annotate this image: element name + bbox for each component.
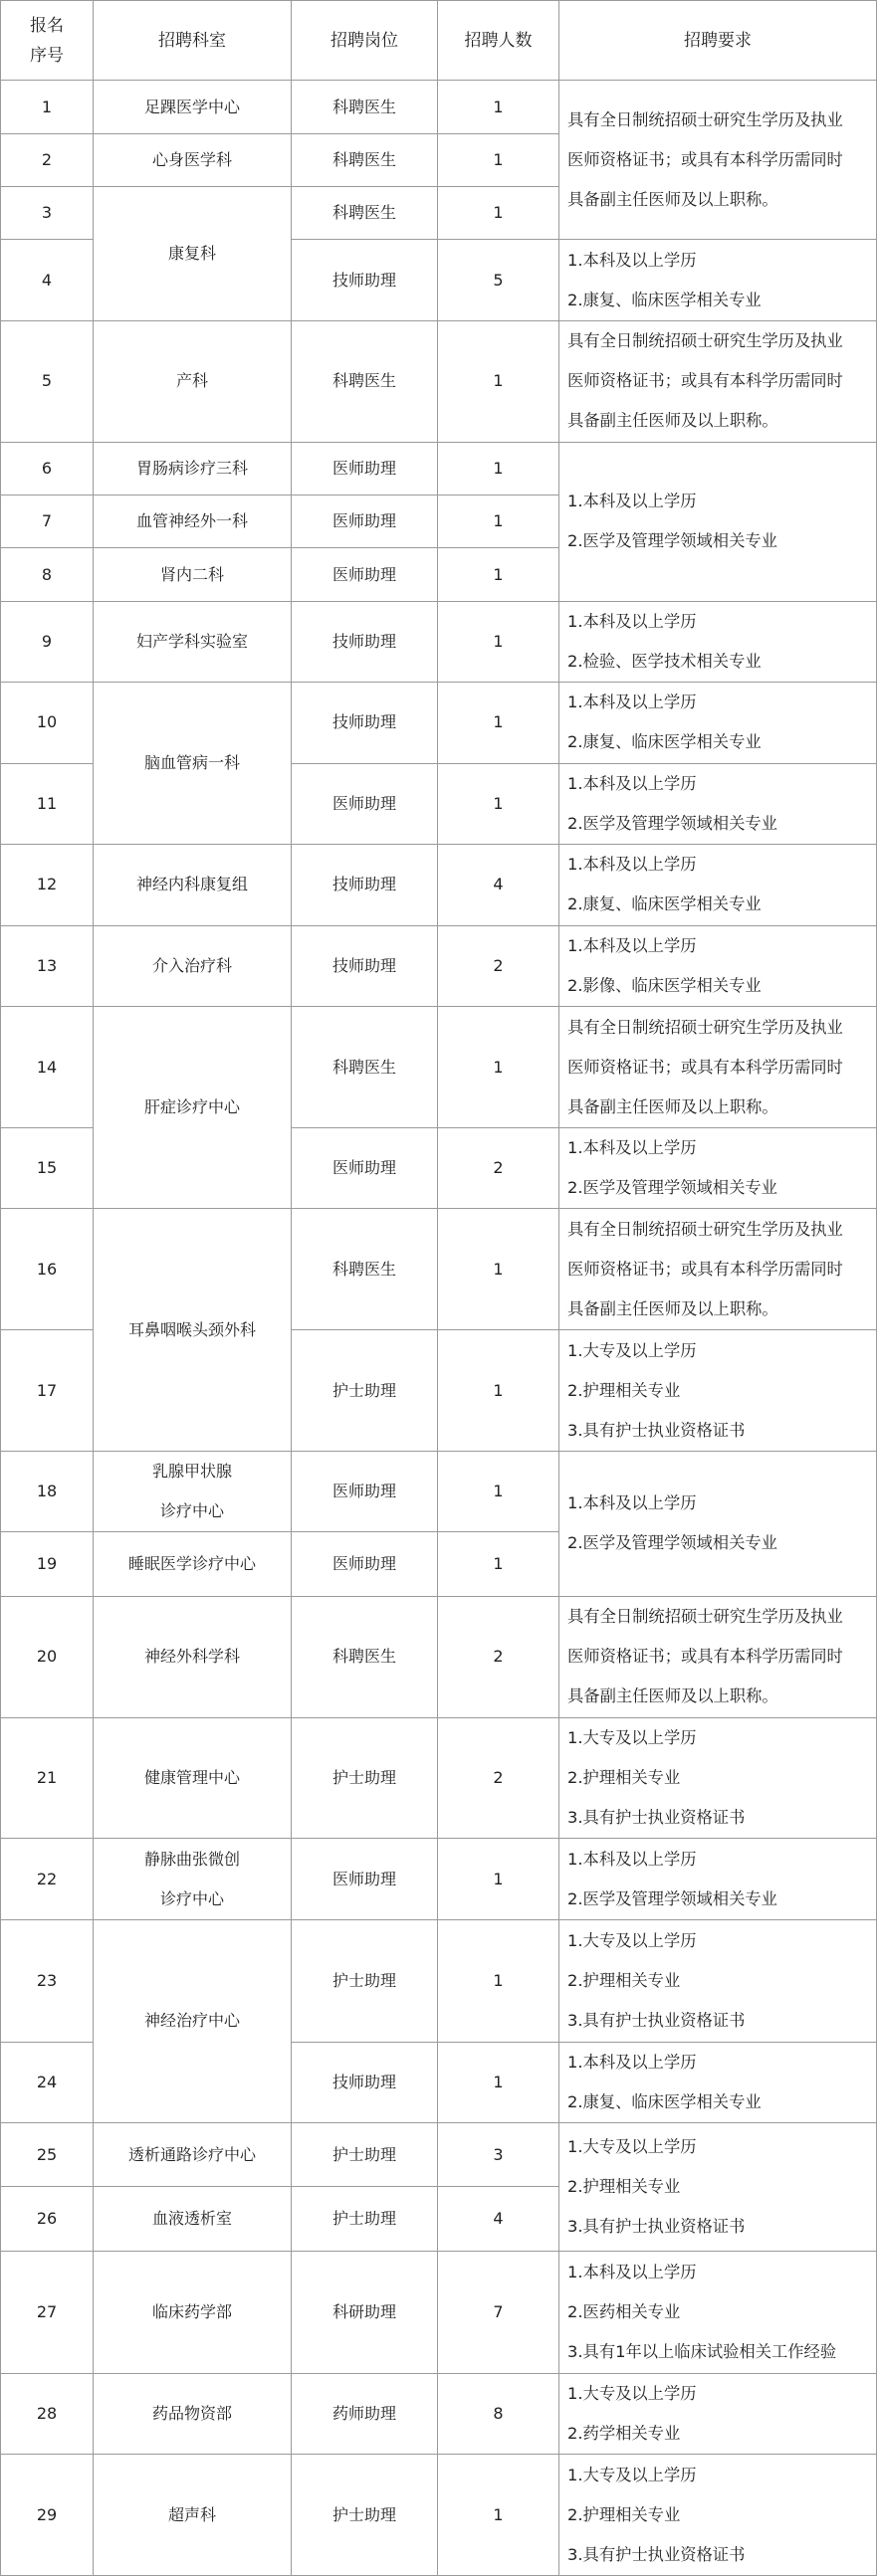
headcount: 1 bbox=[438, 763, 559, 845]
headcount: 8 bbox=[438, 2373, 559, 2455]
requirement: 具有全日制统招硕士研究生学历及执业 医师资格证书；或具有本科学历需同时 具备副主任医师及以上职称。 bbox=[559, 81, 877, 240]
headcount: 1 bbox=[438, 2042, 559, 2123]
headcount: 1 bbox=[438, 2455, 559, 2576]
headcount: 1 bbox=[438, 1451, 559, 1532]
position: 科聘医生 bbox=[292, 187, 438, 240]
requirement: 1.本科及以上学历 2.康复、临床医学相关专业 bbox=[559, 240, 877, 321]
table-row bbox=[1, 845, 877, 926]
requirement: 1.大专及以上学历 2.护理相关专业 3.具有护士执业资格证书 bbox=[559, 1330, 877, 1452]
table-header-row bbox=[1, 1, 877, 81]
row-number: 23 bbox=[1, 1919, 94, 2042]
row-number: 9 bbox=[1, 601, 94, 683]
department: 睡眠医学诊疗中心 bbox=[94, 1532, 292, 1596]
department: 介入治疗科 bbox=[94, 925, 292, 1007]
headcount: 2 bbox=[438, 1596, 559, 1717]
row-number: 3 bbox=[1, 187, 94, 240]
requirement: 1.大专及以上学历 2.护理相关专业 3.具有护士执业资格证书 bbox=[559, 2123, 877, 2252]
row-number: 16 bbox=[1, 1209, 94, 1330]
table-row bbox=[1, 1209, 877, 1330]
position: 科聘医生 bbox=[292, 320, 438, 442]
header-department: 招聘科室 bbox=[94, 1, 292, 81]
requirement: 1.大专及以上学历 2.护理相关专业 3.具有护士执业资格证书 bbox=[559, 2455, 877, 2576]
requirement: 1.本科及以上学历 2.影像、临床医学相关专业 bbox=[559, 925, 877, 1007]
requirement: 具有全日制统招硕士研究生学历及执业 医师资格证书；或具有本科学历需同时 具备副主任医师及以上职称。 bbox=[559, 1007, 877, 1128]
row-number: 12 bbox=[1, 845, 94, 926]
department: 静脉曲张微创 诊疗中心 bbox=[94, 1839, 292, 1920]
requirement: 具有全日制统招硕士研究生学历及执业 医师资格证书；或具有本科学历需同时 具备副主任医师及以上职称。 bbox=[559, 1209, 877, 1330]
headcount: 1 bbox=[438, 1839, 559, 1920]
table-row bbox=[1, 1717, 877, 1839]
headcount: 1 bbox=[438, 548, 559, 601]
headcount: 1 bbox=[438, 1532, 559, 1596]
headcount: 4 bbox=[438, 2187, 559, 2251]
headcount: 3 bbox=[438, 2123, 559, 2187]
row-number: 24 bbox=[1, 2042, 94, 2123]
headcount: 1 bbox=[438, 442, 559, 495]
position: 医师助理 bbox=[292, 763, 438, 845]
department: 药品物资部 bbox=[94, 2373, 292, 2455]
department: 超声科 bbox=[94, 2455, 292, 2576]
row-number: 21 bbox=[1, 1717, 94, 1839]
department: 肾内二科 bbox=[94, 548, 292, 601]
position: 医师助理 bbox=[292, 442, 438, 495]
department: 血管神经外一科 bbox=[94, 495, 292, 548]
requirement: 1.本科及以上学历 2.康复、临床医学相关专业 bbox=[559, 2042, 877, 2123]
department: 胃肠病诊疗三科 bbox=[94, 442, 292, 495]
headcount: 1 bbox=[438, 495, 559, 548]
table-row bbox=[1, 1451, 877, 1532]
row-number: 14 bbox=[1, 1007, 94, 1128]
row-number: 29 bbox=[1, 2455, 94, 2576]
table-row bbox=[1, 1919, 877, 2042]
position: 医师助理 bbox=[292, 1127, 438, 1209]
position: 医师助理 bbox=[292, 1839, 438, 1920]
headcount: 1 bbox=[438, 683, 559, 764]
position: 科聘医生 bbox=[292, 133, 438, 186]
header-requirement: 招聘要求 bbox=[559, 1, 877, 81]
position: 科研助理 bbox=[292, 2251, 438, 2373]
requirement: 1.本科及以上学历 2.医学及管理学领域相关专业 bbox=[559, 763, 877, 845]
requirement: 1.本科及以上学历 2.康复、临床医学相关专业 bbox=[559, 683, 877, 764]
table-row bbox=[1, 81, 877, 133]
table-row bbox=[1, 442, 877, 495]
row-number: 27 bbox=[1, 2251, 94, 2373]
requirement: 1.本科及以上学历 2.医学及管理学领域相关专业 bbox=[559, 1127, 877, 1209]
position: 医师助理 bbox=[292, 1532, 438, 1596]
department: 血液透析室 bbox=[94, 2187, 292, 2251]
table-row bbox=[1, 2455, 877, 2576]
requirement: 1.本科及以上学历 2.医学及管理学领域相关专业 bbox=[559, 1451, 877, 1596]
table-row bbox=[1, 2123, 877, 2187]
department: 神经治疗中心 bbox=[94, 1919, 292, 2122]
headcount: 1 bbox=[438, 1919, 559, 2042]
department: 临床药学部 bbox=[94, 2251, 292, 2373]
row-number: 5 bbox=[1, 320, 94, 442]
headcount: 1 bbox=[438, 1330, 559, 1452]
headcount: 2 bbox=[438, 1717, 559, 1839]
position: 医师助理 bbox=[292, 548, 438, 601]
position: 科聘医生 bbox=[292, 1596, 438, 1717]
row-number: 7 bbox=[1, 495, 94, 548]
table-row bbox=[1, 1007, 877, 1128]
row-number: 25 bbox=[1, 2123, 94, 2187]
row-number: 26 bbox=[1, 2187, 94, 2251]
position: 科聘医生 bbox=[292, 1209, 438, 1330]
department: 神经内科康复组 bbox=[94, 845, 292, 926]
department: 脑血管病一科 bbox=[94, 683, 292, 845]
requirement: 1.本科及以上学历 2.检验、医学技术相关专业 bbox=[559, 601, 877, 683]
position: 科聘医生 bbox=[292, 81, 438, 133]
row-number: 13 bbox=[1, 925, 94, 1007]
requirement: 1.本科及以上学历 2.医药相关专业 3.具有1年以上临床试验相关工作经验 bbox=[559, 2251, 877, 2373]
row-number: 2 bbox=[1, 133, 94, 186]
table-row bbox=[1, 1596, 877, 1717]
headcount: 7 bbox=[438, 2251, 559, 2373]
requirement: 具有全日制统招硕士研究生学历及执业 医师资格证书；或具有本科学历需同时 具备副主任医师及以上职称。 bbox=[559, 320, 877, 442]
table-row bbox=[1, 683, 877, 764]
department: 康复科 bbox=[94, 187, 292, 321]
position: 护士助理 bbox=[292, 1330, 438, 1452]
requirement: 具有全日制统招硕士研究生学历及执业 医师资格证书；或具有本科学历需同时 具备副主任医师及以上职称。 bbox=[559, 1596, 877, 1717]
headcount: 1 bbox=[438, 81, 559, 133]
row-number: 11 bbox=[1, 763, 94, 845]
requirement: 1.本科及以上学历 2.医学及管理学领域相关专业 bbox=[559, 442, 877, 601]
row-number: 22 bbox=[1, 1839, 94, 1920]
table-row bbox=[1, 2373, 877, 2455]
department: 耳鼻咽喉头颈外科 bbox=[94, 1209, 292, 1452]
headcount: 5 bbox=[438, 240, 559, 321]
department: 乳腺甲状腺 诊疗中心 bbox=[94, 1451, 292, 1532]
position: 医师助理 bbox=[292, 1451, 438, 1532]
position: 技师助理 bbox=[292, 683, 438, 764]
row-number: 19 bbox=[1, 1532, 94, 1596]
requirement: 1.大专及以上学历 2.护理相关专业 3.具有护士执业资格证书 bbox=[559, 1919, 877, 2042]
position: 技师助理 bbox=[292, 2042, 438, 2123]
position: 技师助理 bbox=[292, 925, 438, 1007]
position: 护士助理 bbox=[292, 2187, 438, 2251]
headcount: 1 bbox=[438, 1209, 559, 1330]
department: 足踝医学中心 bbox=[94, 81, 292, 133]
headcount: 2 bbox=[438, 925, 559, 1007]
headcount: 1 bbox=[438, 320, 559, 442]
position: 科聘医生 bbox=[292, 1007, 438, 1128]
position: 护士助理 bbox=[292, 2455, 438, 2576]
position: 技师助理 bbox=[292, 240, 438, 321]
department: 健康管理中心 bbox=[94, 1717, 292, 1839]
row-number: 1 bbox=[1, 81, 94, 133]
department: 透析通路诊疗中心 bbox=[94, 2123, 292, 2187]
position: 护士助理 bbox=[292, 1919, 438, 2042]
department: 肝症诊疗中心 bbox=[94, 1007, 292, 1209]
requirement: 1.大专及以上学历 2.药学相关专业 bbox=[559, 2373, 877, 2455]
headcount: 1 bbox=[438, 133, 559, 186]
table-row bbox=[1, 1839, 877, 1920]
row-number: 10 bbox=[1, 683, 94, 764]
department: 神经外科学科 bbox=[94, 1596, 292, 1717]
position: 药师助理 bbox=[292, 2373, 438, 2455]
requirement: 1.大专及以上学历 2.护理相关专业 3.具有护士执业资格证书 bbox=[559, 1717, 877, 1839]
row-number: 15 bbox=[1, 1127, 94, 1209]
row-number: 17 bbox=[1, 1330, 94, 1452]
department: 心身医学科 bbox=[94, 133, 292, 186]
row-number: 4 bbox=[1, 240, 94, 321]
row-number: 20 bbox=[1, 1596, 94, 1717]
headcount: 1 bbox=[438, 1007, 559, 1128]
table-row bbox=[1, 2251, 877, 2373]
requirement: 1.本科及以上学历 2.康复、临床医学相关专业 bbox=[559, 845, 877, 926]
table-row bbox=[1, 601, 877, 683]
row-number: 28 bbox=[1, 2373, 94, 2455]
position: 技师助理 bbox=[292, 601, 438, 683]
position: 技师助理 bbox=[292, 845, 438, 926]
headcount: 4 bbox=[438, 845, 559, 926]
header-count: 招聘人数 bbox=[438, 1, 559, 81]
row-number: 18 bbox=[1, 1451, 94, 1532]
department: 产科 bbox=[94, 320, 292, 442]
position: 护士助理 bbox=[292, 2123, 438, 2187]
table-row bbox=[1, 925, 877, 1007]
requirement: 1.本科及以上学历 2.医学及管理学领域相关专业 bbox=[559, 1839, 877, 1920]
header-number: 报名 序号 bbox=[1, 1, 94, 81]
headcount: 2 bbox=[438, 1127, 559, 1209]
row-number: 8 bbox=[1, 548, 94, 601]
department: 妇产学科实验室 bbox=[94, 601, 292, 683]
table-row bbox=[1, 320, 877, 442]
headcount: 1 bbox=[438, 187, 559, 240]
position: 医师助理 bbox=[292, 495, 438, 548]
headcount: 1 bbox=[438, 601, 559, 683]
header-position: 招聘岗位 bbox=[292, 1, 438, 81]
position: 护士助理 bbox=[292, 1717, 438, 1839]
row-number: 6 bbox=[1, 442, 94, 495]
